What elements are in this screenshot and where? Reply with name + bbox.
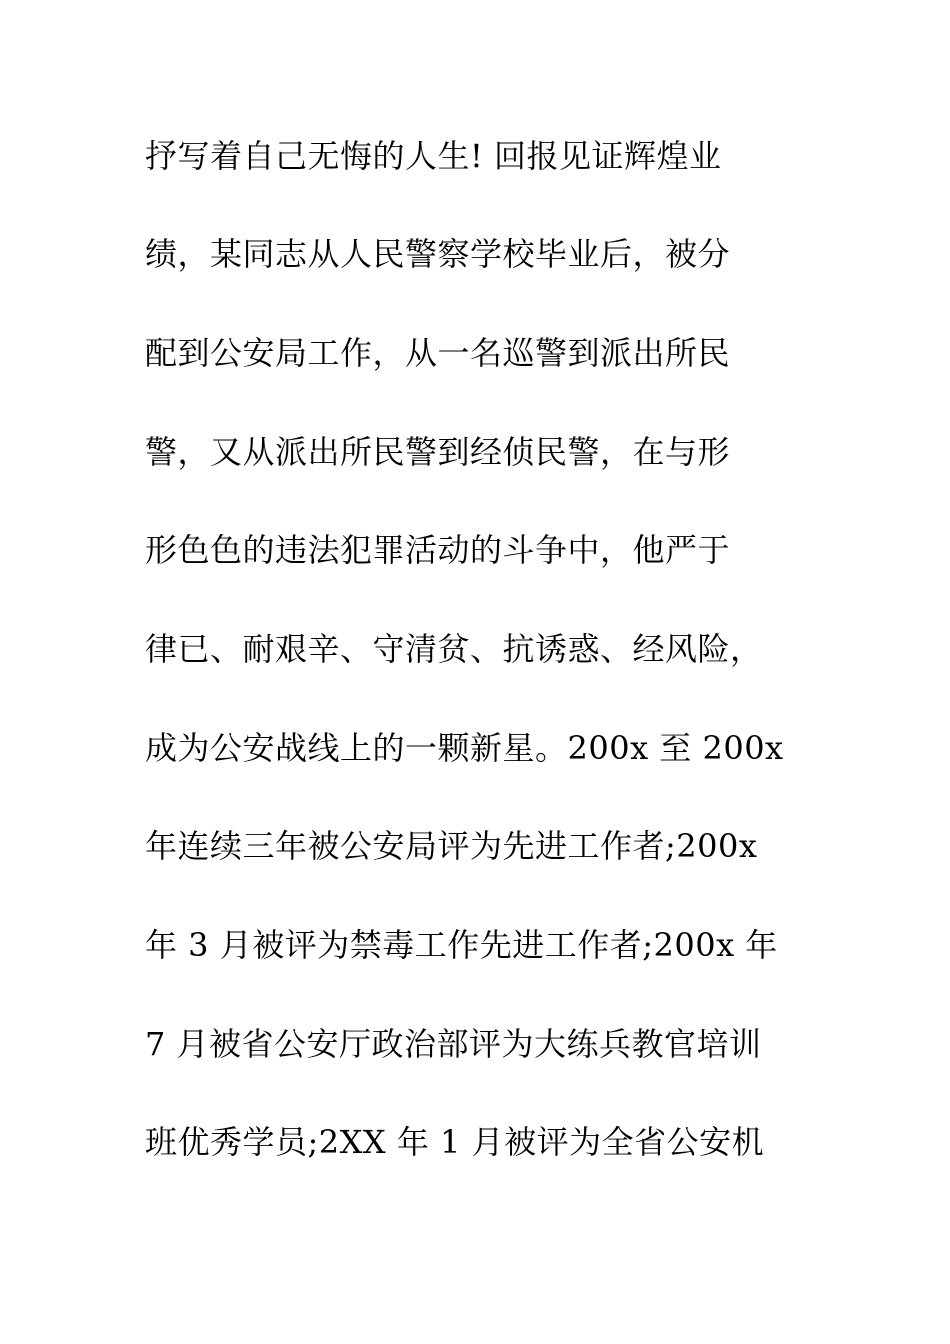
body-text-line: 律已、耐艰辛、守清贫、抗诱惑、经风险， [145, 630, 763, 668]
body-text-line: 年 3 月被评为禁毒工作先进工作者;200x 年 [145, 926, 778, 964]
body-text-line: 7 月被省公安厅政治部评为大练兵教官培训 [145, 1025, 762, 1063]
body-text-line: 班优秀学员;2XX 年 1 月被评为全省公安机 [145, 1123, 765, 1161]
body-text-line: 配到公安局工作，从一名巡警到派出所民 [145, 334, 731, 372]
body-text-line: 抒写着自己无悔的人生! 回报见证辉煌业 [145, 137, 722, 175]
body-text-line: 形色色的违法犯罪活动的斗争中，他严于 [145, 531, 731, 569]
body-text-line: 成为公安战线上的一颗新星。200x 至 200x [145, 729, 784, 767]
body-text-line: 警，又从派出所民警到经侦民警，在与形 [145, 433, 731, 471]
body-text-line: 绩，某同志从人民警察学校毕业后，被分 [145, 235, 731, 273]
body-text-line: 年连续三年被公安局评为先进工作者;200x [145, 827, 758, 865]
